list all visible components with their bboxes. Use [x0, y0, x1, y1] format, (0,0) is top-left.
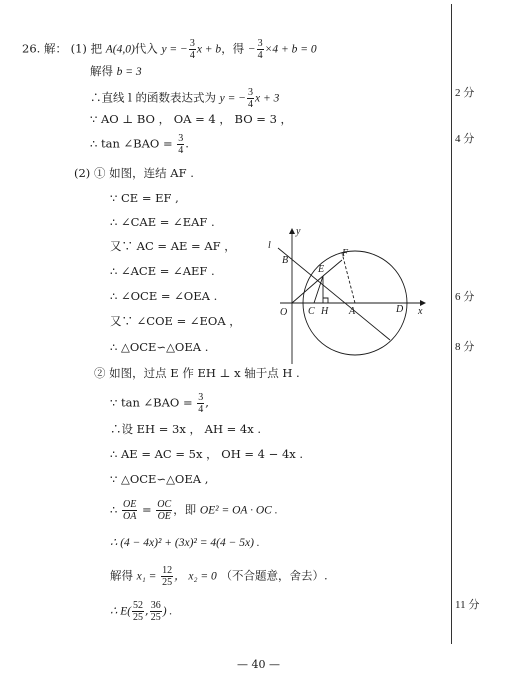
text: 把 [90, 41, 103, 56]
score-6: 6 分 [455, 291, 475, 303]
label-h: H [321, 306, 329, 317]
part2-case2: ② 如图，过点 E 作 EH ⊥ x 轴于点 H . [94, 366, 300, 380]
fraction: $\frac{3}{4}$ [248, 87, 254, 110]
case2-step-4: ∵ △OCE∽△OEA , [110, 472, 209, 486]
margin-rule [451, 4, 452, 644]
step-6: 又∵ ∠COE = ∠EOA ， [110, 314, 241, 328]
page-number: — 40 — [237, 658, 280, 671]
segment-ef [323, 260, 342, 276]
step-1: ∵ CE = EF , [110, 191, 179, 205]
label-l: l [268, 240, 271, 251]
fraction: $\frac{52}{25}$ [133, 600, 144, 623]
step-3: 又∵ AC = AE = AF ， [110, 239, 236, 253]
fraction: $\frac{3}{4}$ [198, 392, 204, 415]
case2-step-5: ∴ $\frac{OE}{OA}$ = $\frac{OC}{OE}$ ，即 OE² = OA · OC . [110, 499, 278, 522]
fraction: $\frac{36}{25}$ [150, 600, 161, 623]
step-7: ∴ △OCE∽△OEA . [110, 340, 209, 354]
part1-line3: ∴直线 l 的函数表达式为 y = − $\frac{3}{4}$ x + 3 [90, 87, 280, 110]
point-a: A(4,0) [105, 43, 135, 56]
label-x: x [418, 306, 423, 317]
label-y: y [296, 226, 301, 237]
label-b: B [282, 255, 289, 266]
segment-af [342, 253, 355, 303]
fraction: $\frac{3}{4}$ [189, 38, 195, 61]
ratio-oe-oa: $\frac{OE}{OA}$ [122, 499, 137, 522]
label-e: E [318, 264, 325, 275]
text: 代入 [134, 41, 158, 56]
label-d: D [396, 304, 404, 315]
ratio-oc-oe: $\frac{OC}{OE}$ [157, 499, 172, 522]
label-a: A [349, 306, 356, 317]
text: ，得 [221, 41, 245, 56]
score-4: 4 分 [455, 133, 475, 145]
case2-step-6: ∴ (4 − 4x)² + (3x)² = 4(4 − 5x) . [110, 537, 260, 549]
label-c: C [308, 306, 315, 317]
fraction: $\frac{12}{25}$ [162, 565, 173, 588]
case2-step-1: ∵ tan ∠BAO = $\frac{3}{4}$ , [110, 392, 209, 415]
part1-line4: ∵ AO ⊥ BO ， OA = 4 ， BO = 3 ， [90, 112, 293, 126]
problem-number: 26. [22, 41, 41, 56]
score-11: 11 分 [455, 599, 480, 611]
part1-line1: 26. 解： (1) 把 A(4,0)代入 y = − $\frac{3}{4}$ x + b，得 − $\frac{3}{4}$ ×4 + b = 0 [22, 38, 317, 61]
case2-step-7: 解得 x₁ = $\frac{12}{25}$ ， x₂ = 0 （不合题意，舍去）. [110, 565, 328, 588]
part1-line2: 解得 b = 3 [90, 64, 142, 78]
solve-label: 解： [43, 41, 67, 56]
equation2: ×4 + b = 0 [264, 43, 317, 56]
score-8: 8 分 [455, 341, 475, 353]
case2-step-3: ∴ AE = AC = 5x ， OH = 4 − 4x . [110, 447, 304, 461]
line-l [278, 248, 390, 340]
case2-step-2: ∴设 EH = 3x ， AH = 4x . [110, 422, 262, 436]
part2-line1: (2) ① 如图，连结 AF . [74, 166, 194, 180]
step-5: ∴ ∠OCE = ∠OEA . [110, 289, 218, 303]
case2-step-8: ∴ E( $\frac{52}{25}$ , $\frac{36}{25}$ ) . [110, 600, 173, 623]
geometry-figure [262, 222, 430, 367]
step-4: ∴ ∠ACE = ∠AEF . [110, 264, 215, 278]
equation-lhs: y = − [161, 43, 188, 56]
step-2: ∴ ∠CAE = ∠EAF . [110, 215, 215, 229]
fraction: $\frac{3}{4}$ [257, 38, 263, 61]
label-o: O [280, 307, 288, 318]
score-2: 2 分 [455, 87, 475, 99]
right-angle-mark [323, 298, 328, 303]
equation-rhs: x + b [196, 43, 222, 56]
fraction: $\frac{3}{4}$ [178, 133, 184, 156]
part1-tag: (1) [70, 41, 87, 56]
label-f: F [342, 248, 349, 259]
part1-line5: ∴ tan ∠BAO = $\frac{3}{4}$ . [90, 133, 189, 156]
y-axis-arrow [289, 228, 295, 234]
